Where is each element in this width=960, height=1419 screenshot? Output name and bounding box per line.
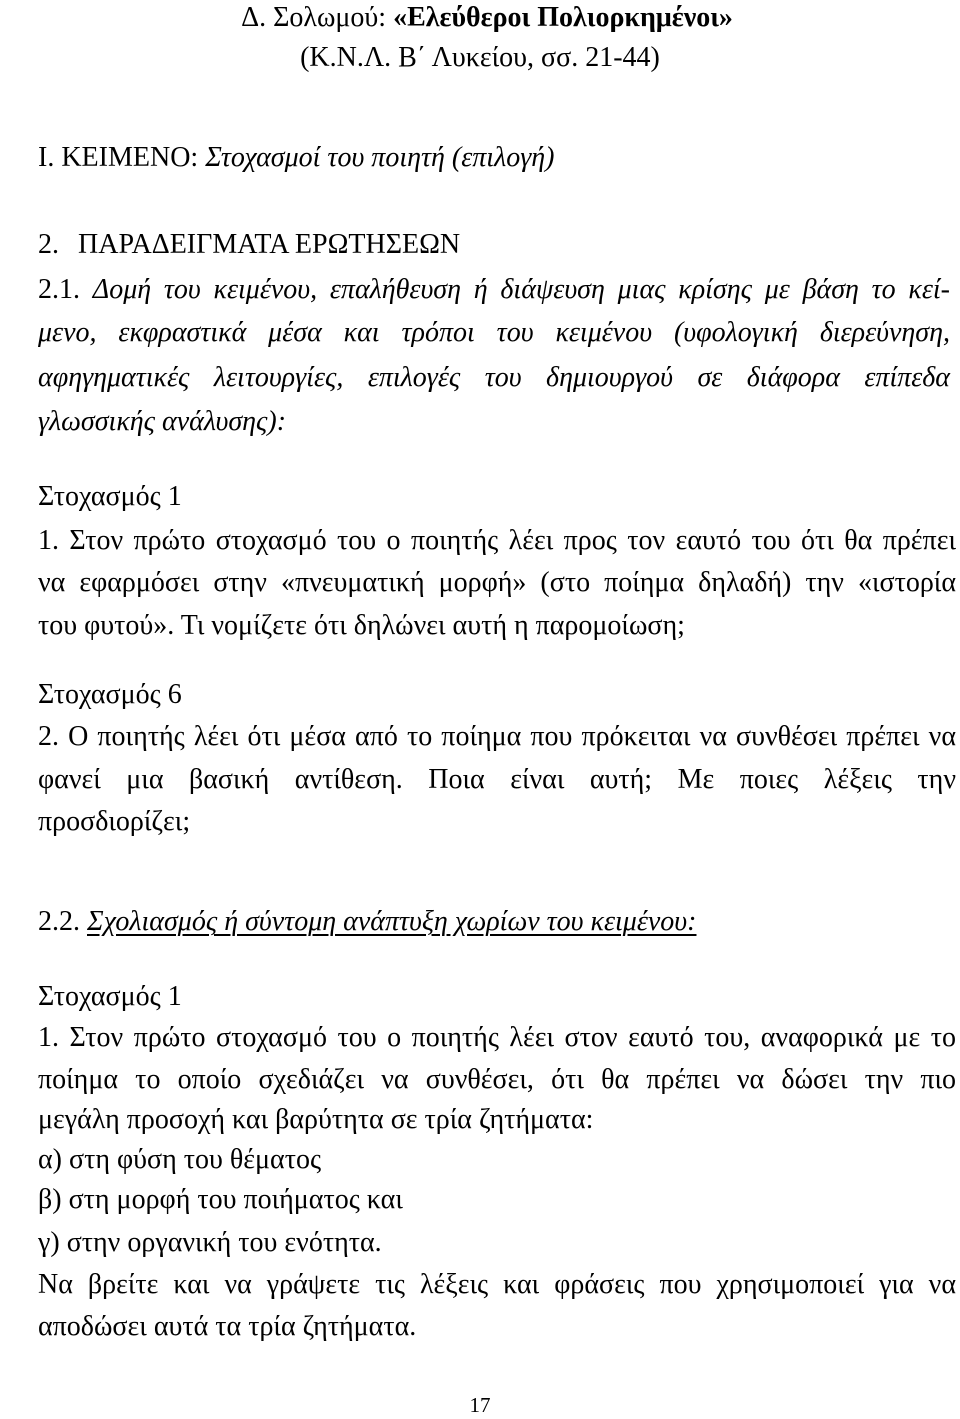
list-item: α) στη φύση του θέματος <box>38 1144 322 1175</box>
section-number: 2. <box>38 229 59 260</box>
subsection-heading-line: αφηγηματικές λειτουργίες, επιλογές του δημιουργού σε διάφορα επίπεδα <box>38 362 950 393</box>
author-name: Δ. Σολωμού: <box>241 2 387 33</box>
subsection-number: 2.2. <box>38 906 80 937</box>
question-line: μεγάλη προσοχή και βαρύτητα σε τρία ζητήματα: <box>38 1104 594 1135</box>
subsection-title: Σχολιασμός ή σύντομη ανάπτυξη χωρίων του κειμένου: <box>87 906 697 937</box>
question-line: 2. Ο ποιητής λέει ότι μέσα από το ποίημα που πρόκειται να συνθέσει πρέπει να <box>38 721 956 752</box>
question-line: 1. Στον πρώτο στοχασμό του ο ποιητής λέει στον εαυτό του, αναφορικά με το <box>38 1022 956 1053</box>
subsection-heading <box>38 905 956 939</box>
list-item: β) στη μορφή του ποιήματος και <box>38 1184 403 1215</box>
section-heading-questions <box>38 228 956 262</box>
section-title: ΠΑΡΑΔΕΙΓΜΑΤΑ ΕΡΩΤΗΣΕΩΝ <box>78 229 461 260</box>
question-line: προσδιορίζει; <box>38 806 191 837</box>
reflection-label: Στοχασμός 6 <box>38 679 182 710</box>
page-number: 17 <box>469 1393 491 1417</box>
reflection-label: Στοχασμός 1 <box>38 481 182 512</box>
reflection-label: Στοχασμός 1 <box>38 981 182 1012</box>
task-line: αποδώσει αυτά τα τρία ζητήματα. <box>38 1311 417 1342</box>
question-line: ποίημα το οποίο σχεδιάζει να συνθέσει, ότι θα πρέπει να δώσει την πιο <box>38 1064 956 1095</box>
list-item: γ) στην οργανική του ενότητα. <box>38 1227 382 1258</box>
question-line: 1. Στον πρώτο στοχασμό του ο ποιητής λέει προς τον εαυτό του ότι θα πρέπει <box>38 525 956 556</box>
document-title <box>14 1 960 35</box>
question-line: φανεί μια βασική αντίθεση. Ποια είναι αυτή; Με ποιες λέξεις την <box>38 764 956 795</box>
subsection-number: 2.1. <box>38 274 80 305</box>
subsection-heading-text: Δομή του κειμένου, επαλήθευση ή διάψευση μιας κρίσης με βάση το κεί- <box>92 274 951 305</box>
question-line: του φυτού». Τι νομίζετε ότι δηλώνει αυτή η παρομοίωση; <box>38 610 685 641</box>
work-title: «Ελεύθεροι Πολιορκημένοι» <box>393 2 733 33</box>
question-line: να εφαρμόσει στην «πνευματική μορφή» (στο ποίημα δηλαδή) την «ιστορία <box>38 567 956 598</box>
task-line: Να βρείτε και να γράψετε τις λέξεις και φράσεις που χρησιμοποιεί για να <box>38 1269 956 1300</box>
section-title: Στοχασμοί του ποιητή (επιλογή) <box>205 142 555 173</box>
source-reference: (Κ.Ν.Λ. Β΄ Λυκείου, σσ. 21-44) <box>300 42 660 73</box>
section-heading-text <box>38 141 956 175</box>
section-label: I. ΚΕΙΜΕΝΟ: <box>38 142 199 173</box>
subsection-heading-line: μενο, εκφραστικά μέσα και τρόποι του κειμένου (υφολογική διερεύνηση, <box>38 317 950 348</box>
subsection-heading-line: γλωσσικής ανάλυσης): <box>38 406 287 437</box>
subsection-heading-line <box>38 273 950 307</box>
